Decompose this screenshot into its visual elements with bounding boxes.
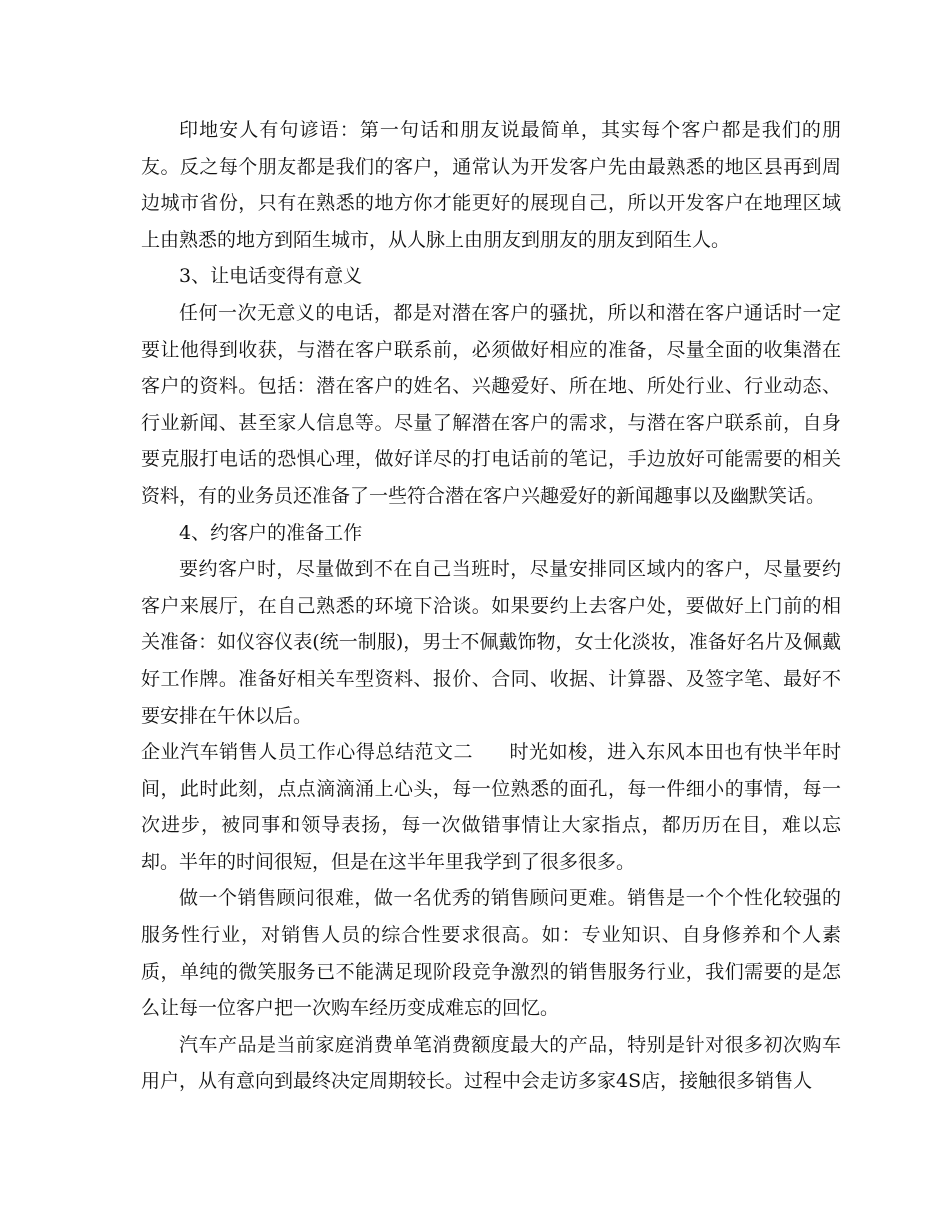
- section-heading-4: 4、约客户的准备工作: [179, 521, 363, 544]
- paragraph-proverb: 印地安人有句谚语：第一句话和朋友说最简单，其实每个客户都是我们的朋友。反之每个朋友都是我们的客户，通常认为开发客户先由最熟悉的地区县再到周边城市省份，只有在熟悉的地方你才能更好的展现自己，所以开发客户在地理区域上由熟悉的地方到陌生城市，从人脉上由朋友到朋友的朋友到陌生人。: [141, 119, 841, 251]
- section-heading-3: 3、让电话变得有意义: [179, 265, 363, 288]
- essay-title: 企业汽车销售人员工作心得总结范文二: [141, 741, 473, 764]
- paragraph-car-products: 汽车产品是当前家庭消费单笔消费额度最大的产品，特别是针对很多初次购车用户，从有意向到最终决定周期较长。过程中会走访多家4S店，接触很多销售人: [141, 1033, 841, 1093]
- paragraph-sales-consultant: 做一个销售顾问很难，做一名优秀的销售顾问更难。销售是一个个性化较强的服务性行业，对销售人员的综合性要求很高。如：专业知识、自身修养和个人素质，单纯的微笑服务已不能满足现阶段竞争激烈的销售服务行业，我们需要的是怎么让每一位客户把一次购车经历变成难忘的回忆。: [141, 887, 841, 1020]
- paragraph-essay-two: [141, 734, 841, 880]
- document-body: [141, 112, 841, 1100]
- paragraph-appointment-prep: 要约客户时，尽量做到不在自己当班时，尽量安排同区域内的客户，尽量要约客户来展厅，在自己熟悉的环境下洽谈。如果要约上去客户处，要做好上门前的相关准备：如仪容仪表(统一制服)，男士不佩戴饰物，女士化淡妆，准备好名片及佩戴好工作牌。准备好相关车型资料、报价、合同、收据、计算器、及签字笔、最好不要安排在午休以后。: [141, 558, 841, 727]
- paragraph-phone-calls: 任何一次无意义的电话，都是对潜在客户的骚扰，所以和潜在客户通话时一定要让他得到收获，与潜在客户联系前，必须做好相应的准备，尽量全面的收集潜在客户的资料。包括：潜在客户的姓名、兴趣爱好、所在地、所处行业、行业动态、行业新闻、甚至家人信息等。尽量了解潜在客户的需求，与潜在客户联系前，自身要克服打电话的恐惧心理，做好详尽的打电话前的笔记，手边放好可能需要的相关资料，有的业务员还准备了一些符合潜在客户兴趣爱好的新闻趣事以及幽默笑话。: [141, 301, 841, 507]
- essay-opening: 时光如梭，进入东风本田也有快半年时间，此时此刻，点点滴滴涌上心头，每一位熟悉的面孔，每一件细小的事情，每一次进步，被同事和领导表扬，每一次做错事情让大家指点，都历历在目，难以忘却。半年的时间很短，但是在这半年里我学到了很多很多。: [141, 741, 841, 873]
